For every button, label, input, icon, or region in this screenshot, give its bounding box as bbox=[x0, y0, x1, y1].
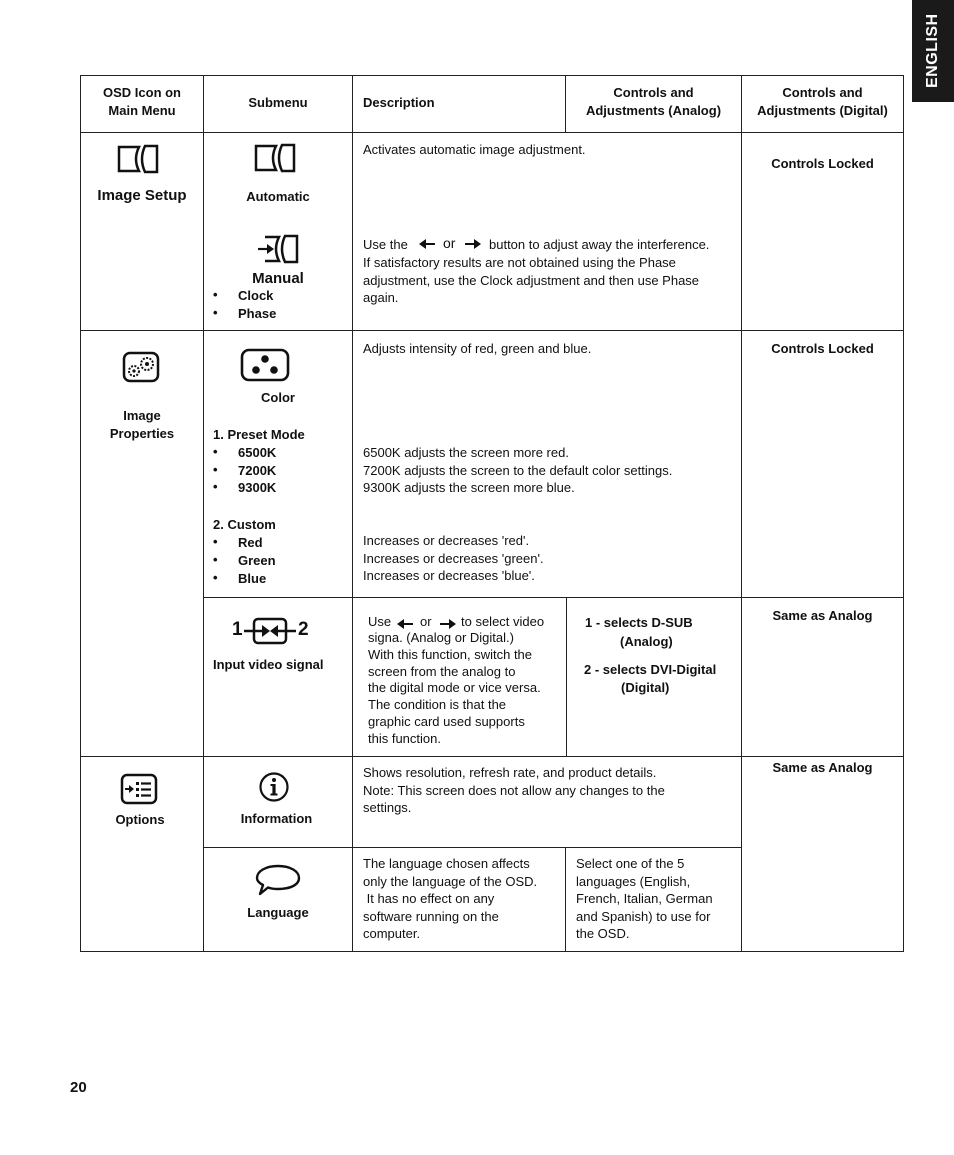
bullet: • bbox=[213, 462, 218, 477]
manual-desc-tail: button to adjust away the interference. bbox=[489, 237, 710, 252]
right-arrow-icon bbox=[464, 237, 482, 251]
language-speech-bubble-icon bbox=[254, 863, 302, 897]
input-desc-use: Use bbox=[368, 614, 392, 629]
information-description: Shows resolution, refresh rate, and product details. Note: This screen does not allow any changes to the settings. bbox=[363, 765, 665, 815]
custom-red: Red bbox=[238, 535, 263, 550]
preset-7200k: 7200K bbox=[238, 463, 277, 478]
options-digital: Same as Analog bbox=[772, 760, 873, 775]
bullet: • bbox=[213, 552, 218, 567]
options-icon bbox=[120, 773, 158, 805]
page-number: 20 bbox=[70, 1079, 87, 1096]
bullet: • bbox=[213, 534, 218, 549]
header-icon: OSD Icon on Main Menu bbox=[103, 85, 181, 118]
input-digital: Same as Analog bbox=[772, 608, 873, 623]
image-setup-icon bbox=[116, 142, 160, 176]
input-signal-icon bbox=[244, 616, 296, 646]
preset-mode-label: 1. Preset Mode bbox=[213, 427, 305, 442]
language-description: The language chosen affects only the language of the OSD. It has no effect on any software running on the computer. bbox=[363, 856, 538, 941]
image-properties-label: Image Properties bbox=[109, 408, 175, 441]
manual-desc-use-the: Use the bbox=[363, 237, 408, 252]
bullet: • bbox=[213, 444, 218, 459]
image-properties-icon bbox=[122, 351, 160, 383]
left-arrow-icon bbox=[396, 617, 414, 631]
input-analog-dsub-sub: (Analog) bbox=[620, 634, 673, 649]
language-label: Language bbox=[247, 905, 309, 920]
preset-9300k: 9300K bbox=[238, 480, 277, 495]
automatic-label: Automatic bbox=[246, 189, 310, 204]
input-analog-dvi: 2 - selects DVI-Digital bbox=[584, 662, 717, 677]
options-label: Options bbox=[115, 812, 165, 827]
input-icon-number-1: 1 bbox=[232, 619, 243, 640]
automatic-description: Activates automatic image adjustment. bbox=[363, 142, 586, 157]
language-tab-label: ENGLISH bbox=[924, 13, 941, 89]
manual-icon bbox=[256, 232, 300, 266]
left-arrow-icon bbox=[418, 237, 436, 251]
manual-item-phase: Phase bbox=[238, 306, 277, 321]
image-setup-label: Image Setup bbox=[97, 187, 187, 204]
input-desc-tail: to select video bbox=[461, 614, 545, 629]
input-analog-dvi-sub: (Digital) bbox=[621, 680, 670, 695]
color-icon bbox=[240, 348, 290, 382]
automatic-icon bbox=[253, 141, 297, 175]
bullet: • bbox=[213, 305, 218, 320]
header-description: Description bbox=[363, 95, 435, 110]
language-analog: Select one of the 5 languages (English, French, Italian, German and Spanish) to use for the OSD. bbox=[576, 856, 713, 941]
bullet: • bbox=[213, 287, 218, 302]
preset-6500k: 6500K bbox=[238, 445, 277, 460]
manual-item-clock: Clock bbox=[238, 288, 274, 303]
bullet: • bbox=[213, 570, 218, 585]
image-setup-digital: Controls Locked bbox=[771, 156, 874, 171]
manual-description: If satisfactory results are not obtained using the Phase adjustment, use the Clock adjustment and then use Phase again. bbox=[363, 255, 700, 305]
information-label: Information bbox=[240, 811, 313, 826]
manual-label: Manual bbox=[252, 270, 304, 287]
preset-description: 6500K adjusts the screen more red. 7200K adjusts the screen to the default color settings. 9300K adjusts the screen more blue. bbox=[363, 445, 673, 495]
input-description: signa. (Analog or Digital.) With this function, switch the screen from the analog to the digital mode or vice versa. The condition is that the graphic card used supports this function. bbox=[368, 630, 541, 746]
input-desc-or: or bbox=[420, 614, 432, 629]
custom-blue: Blue bbox=[238, 571, 267, 586]
header-digital: Controls and Adjustments (Digital) bbox=[757, 85, 888, 118]
color-description: Adjusts intensity of red, green and blue. bbox=[363, 341, 592, 356]
color-label: Color bbox=[261, 390, 295, 405]
information-icon bbox=[258, 771, 290, 803]
header-analog: Controls and Adjustments (Analog) bbox=[585, 85, 722, 118]
manual-desc-or: or bbox=[443, 235, 456, 251]
custom-green: Green bbox=[238, 553, 276, 568]
input-analog-dsub: 1 - selects D-SUB bbox=[585, 615, 693, 630]
right-arrow-icon bbox=[439, 617, 457, 631]
input-video-signal-label: Input video signal bbox=[213, 657, 324, 672]
header-submenu: Submenu bbox=[248, 95, 308, 110]
input-icon-number-2: 2 bbox=[298, 619, 309, 640]
bullet: • bbox=[213, 479, 218, 494]
custom-description: Increases or decreases 'red'. Increases or decreases 'green'. Increases or decreases 'blue'. bbox=[363, 533, 544, 583]
custom-label: 2. Custom bbox=[213, 517, 276, 532]
image-properties-digital: Controls Locked bbox=[771, 341, 874, 356]
